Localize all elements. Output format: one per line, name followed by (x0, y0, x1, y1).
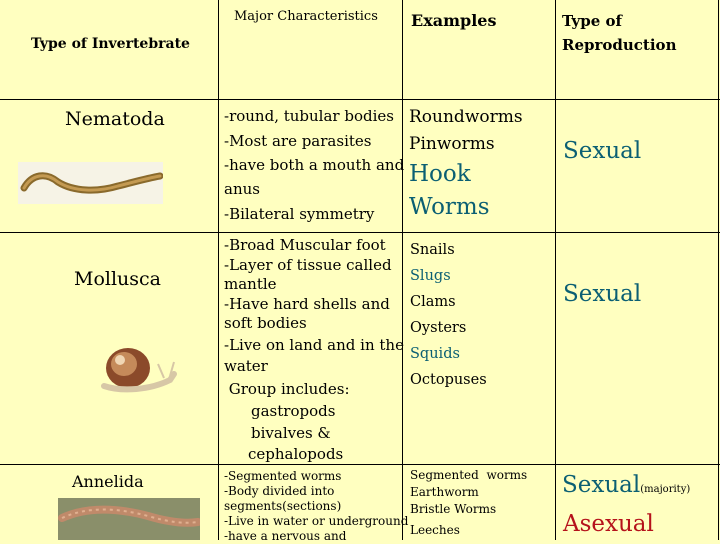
column-divider (218, 0, 219, 540)
row-nematoda-type: Nematoda (65, 108, 165, 130)
header-major-characteristics: Major Characteristics (234, 9, 378, 24)
example-worms: Worms (409, 194, 490, 220)
reproduction-note: (majority) (640, 484, 691, 495)
earthworm-image (58, 498, 200, 540)
characteristic-line: -Body divided into (224, 484, 335, 498)
characteristic-line: -Layer of tissue called (224, 255, 392, 274)
row-divider (0, 99, 720, 100)
row-nematoda-characteristics (224, 104, 404, 226)
characteristic-line: segments(sections) (224, 499, 342, 513)
example-clams: Clams (410, 294, 456, 310)
example-oysters: Oysters (410, 320, 467, 336)
characteristic-line: -Bilateral symmetry (224, 204, 375, 223)
characteristic-line: -Have hard shells and (224, 294, 390, 313)
characteristic-line: -Broad Muscular foot (224, 236, 386, 254)
example-segmented-worms: Segmented worms (410, 468, 528, 482)
characteristic-line: Group includes: (224, 379, 350, 398)
characteristic-line: mantle (224, 275, 277, 293)
header-examples: Examples (411, 11, 497, 30)
header-reproduction-text: Type of Reproduction (562, 12, 677, 54)
characteristic-line: -Live in water or underground (224, 514, 409, 528)
characteristic-line: -Segmented worms (224, 469, 342, 483)
row-annelida-type: Annelida (72, 472, 144, 491)
example-snails: Snails (410, 242, 455, 258)
row-annelida-reproduction-asexual: Asexual (563, 511, 654, 537)
characteristic-line: soft bodies (224, 314, 307, 332)
row-mollusca-characteristics (224, 236, 404, 465)
characteristic-line: -have both a mouth and (224, 156, 405, 174)
example-slugs: Slugs (410, 268, 451, 284)
characteristic-line: -Live on land and in the (224, 335, 404, 354)
header-type-of-reproduction (562, 9, 712, 57)
column-divider (555, 0, 556, 540)
reproduction-sexual: Sexual (562, 472, 641, 498)
row-annelida-examples (410, 467, 527, 539)
row-annelida-characteristics (224, 469, 408, 544)
example-octopuses: Octopuses (410, 372, 487, 388)
example-hook: Hook (409, 161, 471, 187)
column-divider (718, 0, 719, 540)
characteristic-line: -Most are parasites (224, 131, 372, 150)
example-pinworms: Pinworms (409, 134, 495, 154)
row-divider (0, 232, 720, 233)
characteristic-line: water (224, 357, 268, 375)
example-leeches: Leeches (410, 523, 460, 537)
example-roundworms: Roundworms (409, 107, 523, 127)
row-mollusca-reproduction: Sexual (563, 281, 642, 307)
snail-image (98, 340, 180, 400)
example-squids: Squids (410, 346, 460, 362)
example-bristle-worms: Bristle Worms (410, 502, 497, 516)
characteristic-line: cephalopods (248, 445, 344, 463)
characteristic-line: anus (224, 179, 260, 198)
characteristic-line: bivalves & (251, 423, 331, 442)
row-annelida-reproduction (562, 472, 690, 498)
characteristic-line: gastropods (251, 402, 336, 420)
row-nematoda-examples (409, 104, 523, 223)
row-mollusca-examples (410, 237, 487, 393)
worm-image (18, 162, 163, 204)
characteristic-line: -round, tubular bodies (224, 107, 394, 125)
row-mollusca-type: Mollusca (74, 268, 162, 290)
characteristic-line: -have a nervous and (224, 529, 347, 543)
example-earthworm: Earthworm (410, 485, 479, 499)
header-type-of-invertebrate: Type of Invertebrate (31, 36, 190, 52)
row-nematoda-reproduction: Sexual (563, 138, 642, 164)
